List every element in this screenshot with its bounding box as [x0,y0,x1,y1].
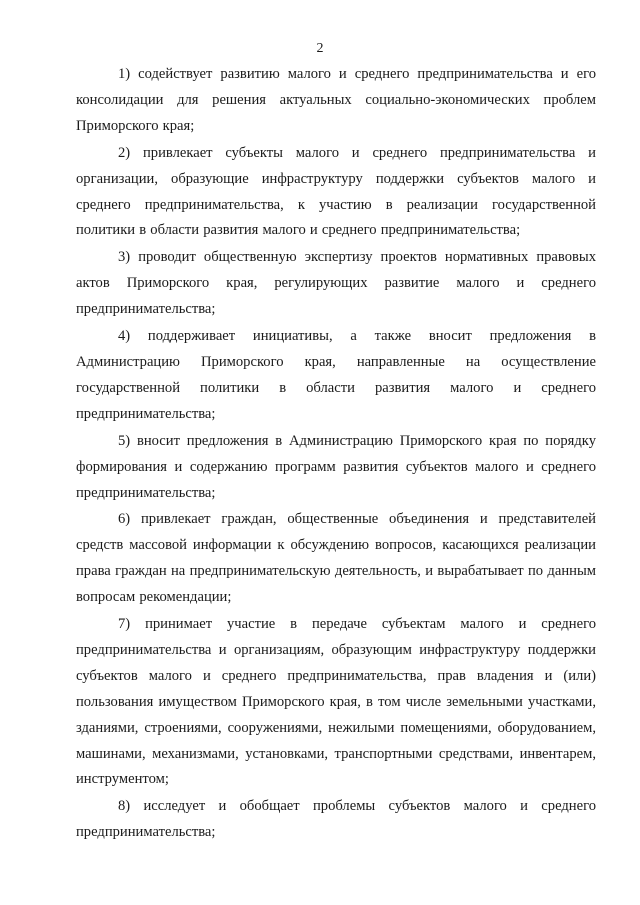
list-item-2: 2) привлекает субъекты малого и среднего предпринимательства и организации, образующие инфраструктуру поддержки субъектов малого и среднего предпринимательства, к участию в реализации государственной политики в области развития малого и среднего предпринимательства; [76,144,596,239]
list-item-8: 8) исследует и обобщает проблемы субъектов малого и среднего предпринимательства; [76,798,596,841]
list-item-4: 4) поддерживает инициативы, а также вносит предложения в Администрацию Приморского края, направленные на осуществление государственной политики в области развития малого и среднего предпринимательства; [76,328,596,422]
list-item-6: 6) привлекает граждан, общественные объединения и представителей средств массовой информации к обсуждению вопросов, касающихся реализации права граждан на предпринимательскую деятельность, и вырабатывает по данным вопросам рекомендации; [76,511,596,606]
list-item-1: 1) содействует развитию малого и среднего предпринимательства и его консолидации для решения актуальных социально-экономических проблем Приморского края; [76,66,596,134]
list-item-7: 7) принимает участие в передаче субъектам малого и среднего предпринимательства и организациям, образующим инфраструктуру поддержки субъектов малого и среднего предпринимательства, прав владения и (или) пользования имуществом Приморского края, в том числе земельными участками, зданиями, строениями, сооружениями, нежилыми помещениями, оборудованием, машинами, механизмами, установками, транспортными средствами, инвентарем, инструментом; [76,616,596,788]
list-item-5: 5) вносит предложения в Администрацию Приморского края по порядку формирования и содержанию программ развития субъектов малого и среднего предпринимательства; [76,432,596,501]
page-number: 2 [316,41,324,56]
document-body [76,62,596,846]
list-item-3: 3) проводит общественную экспертизу проектов нормативных правовых актов Приморского края, регулирующих развитие малого и среднего предпринимательства; [76,249,596,318]
